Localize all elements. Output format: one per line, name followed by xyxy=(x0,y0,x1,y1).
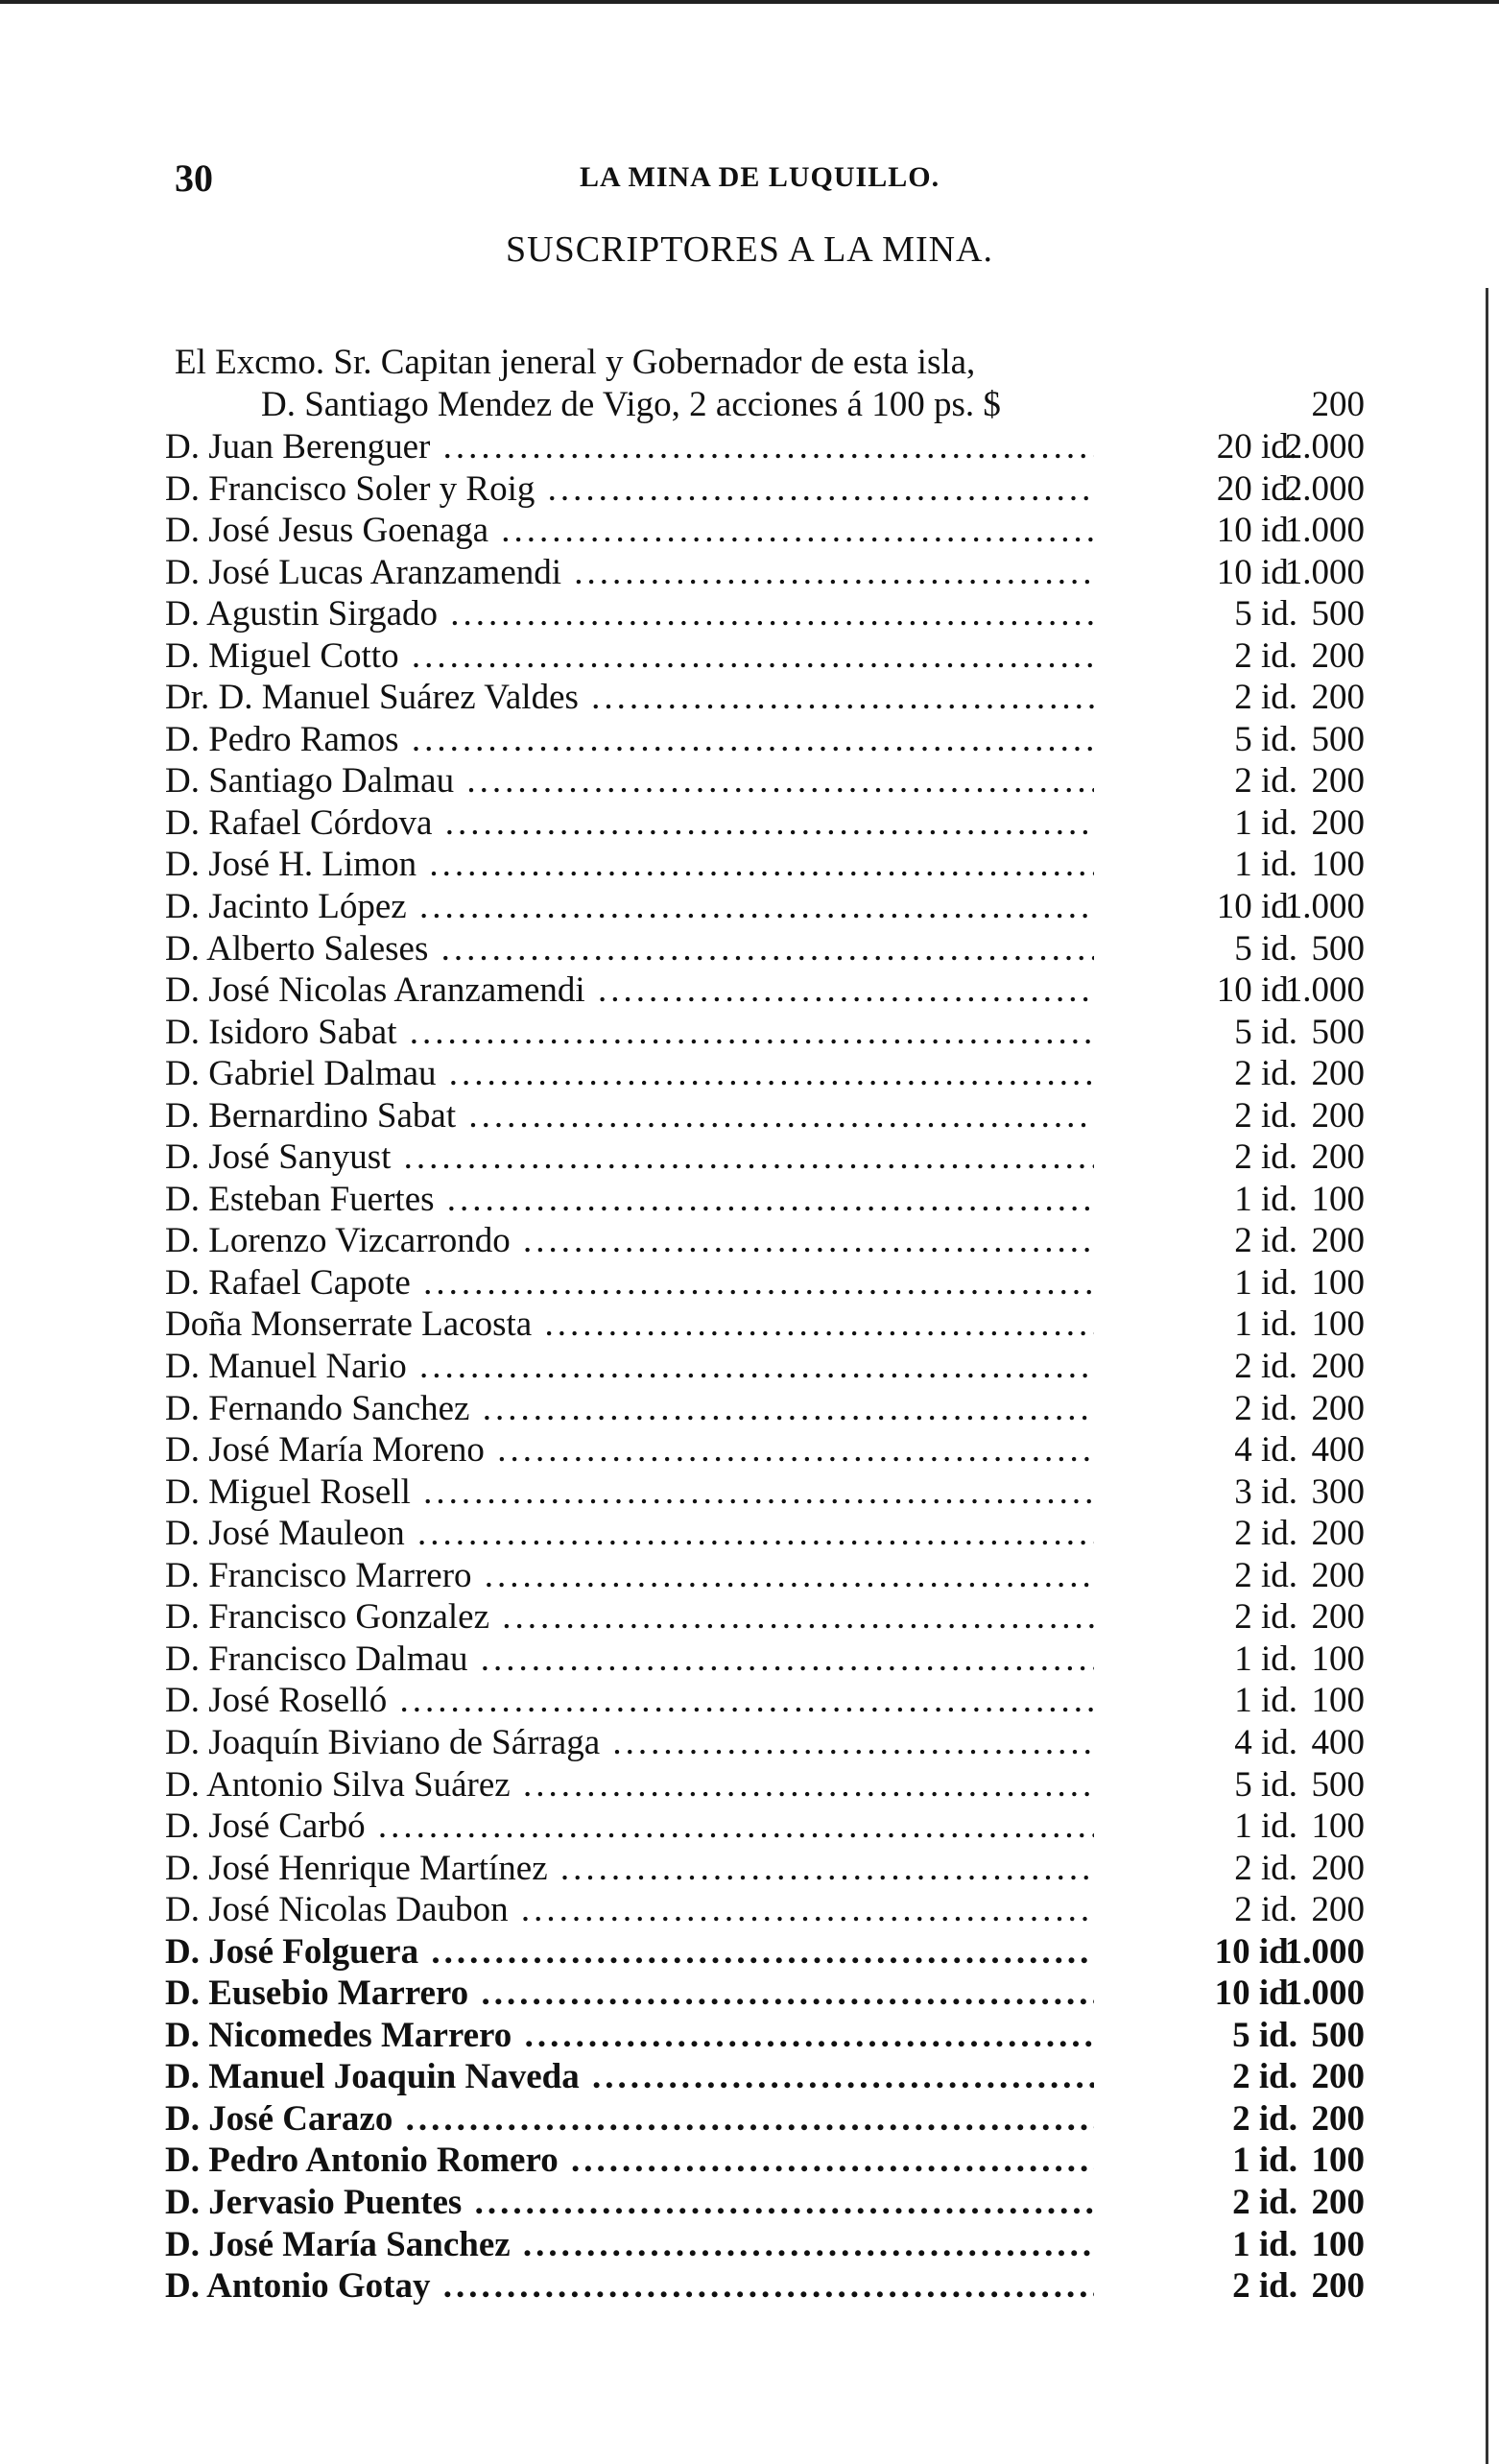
subscriber-shares: 2 id. xyxy=(1234,1555,1297,1595)
intro-line-2-text: D. Santiago Mendez de Vigo, 2 acciones á 100 ps. $ xyxy=(261,385,1001,424)
subscriber-amount: 100 xyxy=(1311,2141,1365,2181)
subscriber-amount: 100 xyxy=(1311,1806,1365,1847)
subscriber-shares: 2 id. xyxy=(1234,1137,1297,1178)
subscriber-amount: 100 xyxy=(1311,1639,1365,1679)
subscriber-row xyxy=(165,1429,1365,1471)
subscriber-row xyxy=(165,1179,1365,1221)
subscriber-amount: 200 xyxy=(1311,1347,1365,1387)
subscriber-row xyxy=(165,2224,1365,2266)
subscriber-row xyxy=(165,468,1365,511)
subscriber-name: D. José Lucas Aranzamendi ..... xyxy=(165,552,1094,594)
subscriber-amount: 1.000 xyxy=(1284,511,1365,551)
subscriber-name: D. Rafael Córdova ..... xyxy=(165,802,1094,845)
subscriber-shares: 1 id. xyxy=(1234,1262,1297,1303)
subscriber-row xyxy=(165,1262,1365,1304)
subscriber-name: D. Bernardino Sabat ..... xyxy=(165,1095,1094,1137)
subscriber-amount: 100 xyxy=(1311,845,1365,885)
subscriber-amount: 200 xyxy=(1311,1597,1365,1638)
subscriber-row xyxy=(165,1136,1365,1179)
subscriber-name: D. Miguel Cotto ..... xyxy=(165,635,1094,678)
subscriber-amount: 500 xyxy=(1311,594,1365,634)
subscriber-amount: 200 xyxy=(1311,1137,1365,1178)
subscriber-amount: 1.000 xyxy=(1284,552,1365,592)
subscriber-name: D. Isidoro Sabat ..... xyxy=(165,1012,1094,1054)
intro-line-1: El Excmo. Sr. Capitan jeneral y Gobernador de esta isla, xyxy=(175,343,976,382)
subscriber-row xyxy=(165,677,1365,719)
subscriber-amount: 2.000 xyxy=(1284,468,1365,509)
subscriber-name: D. José María Moreno ..... xyxy=(165,1429,1094,1471)
subscriber-row xyxy=(165,760,1365,802)
subscriber-name: D. Lorenzo Vizcarrondo ..... xyxy=(165,1220,1094,1262)
subscriber-shares: 1 id. xyxy=(1234,1639,1297,1679)
subscriber-shares: 2 id. xyxy=(1232,2098,1297,2139)
subscriber-name: D. Eusebio Marrero ..... xyxy=(165,1973,1094,2015)
subscriber-shares: 10 id. xyxy=(1214,1974,1297,2014)
subscriber-name: D. Joaquín Biviano de Sárraga ..... xyxy=(165,1722,1094,1764)
subscriber-shares: 10 id. xyxy=(1214,1931,1297,1972)
subscriber-amount: 2.000 xyxy=(1284,427,1365,466)
subscriber-shares: 5 id. xyxy=(1234,1012,1297,1052)
subscriber-name: D. Francisco Gonzalez ..... xyxy=(165,1596,1094,1639)
subscriber-shares: 5 id. xyxy=(1232,2015,1297,2055)
subscriber-amount: 200 xyxy=(1311,1388,1365,1428)
subscriber-shares: 3 id. xyxy=(1234,1471,1297,1512)
subscriber-shares: 10 id. xyxy=(1216,511,1297,551)
subscriber-row xyxy=(165,1012,1365,1054)
subscriber-amount: 200 xyxy=(1311,2266,1365,2307)
subscriber-name: D. Pedro Antonio Romero ..... xyxy=(165,2140,1094,2182)
subscriber-amount: 200 xyxy=(1311,1221,1365,1261)
subscriber-amount: 100 xyxy=(1311,2224,1365,2264)
subscriber-name: D. Jervasio Puentes ..... xyxy=(165,2182,1094,2224)
subscriber-row xyxy=(165,1722,1365,1764)
subscriber-row xyxy=(165,1053,1365,1095)
subscriber-row xyxy=(165,635,1365,678)
subscriber-row xyxy=(165,719,1365,761)
subscriber-shares: 2 id. xyxy=(1232,2057,1297,2097)
subscriber-amount: 400 xyxy=(1311,1430,1365,1471)
subscriber-amount: 100 xyxy=(1311,1179,1365,1219)
subscriber-name: D. José Folguera ..... xyxy=(165,1931,1094,1974)
subscriber-shares: 5 id. xyxy=(1234,928,1297,969)
subscriber-row xyxy=(165,1680,1365,1722)
subscriber-amount: 200 xyxy=(1311,802,1365,843)
subscriber-shares: 2 id. xyxy=(1234,1221,1297,1261)
section-title: SUSCRIPTORES A LA MINA. xyxy=(506,229,993,270)
subscriber-shares: 1 id. xyxy=(1234,1681,1297,1721)
subscriber-row xyxy=(165,1513,1365,1555)
subscriber-row xyxy=(165,1095,1365,1137)
subscriber-amount: 100 xyxy=(1311,1262,1365,1303)
subscriber-amount: 100 xyxy=(1311,1304,1365,1345)
subscriber-name: D. Fernando Sanchez ..... xyxy=(165,1388,1094,1430)
subscriber-shares: 2 id. xyxy=(1234,1347,1297,1387)
subscriber-shares: 1 id. xyxy=(1234,1806,1297,1847)
subscriber-name: D. Santiago Dalmau ..... xyxy=(165,760,1094,802)
subscriber-row xyxy=(165,1555,1365,1597)
subscriber-name: D. Juan Berenguer ..... xyxy=(165,426,1094,468)
subscriber-name: Doña Monserrate Lacosta ..... xyxy=(165,1304,1094,1346)
subscriber-shares: 4 id. xyxy=(1234,1722,1297,1762)
subscriber-name: D. Alberto Saleses ..... xyxy=(165,928,1094,970)
subscriber-row xyxy=(165,593,1365,635)
subscriber-name: Dr. D. Manuel Suárez Valdes ..... xyxy=(165,677,1094,719)
subscriber-name: D. Manuel Nario ..... xyxy=(165,1346,1094,1388)
subscriber-amount: 200 xyxy=(1311,1514,1365,1554)
subscriber-row xyxy=(165,969,1365,1012)
subscriber-row xyxy=(165,1764,1365,1806)
subscriber-row xyxy=(165,1639,1365,1681)
subscriber-amount: 200 xyxy=(1311,1848,1365,1888)
subscriber-amount: 200 xyxy=(1311,678,1365,718)
subscriber-row xyxy=(165,844,1365,886)
subscriber-shares: 20 id. xyxy=(1216,427,1297,466)
subscriber-name: D. José María Sanchez ..... xyxy=(165,2224,1094,2266)
subscriber-name: D. Francisco Soler y Roig ..... xyxy=(165,468,1094,511)
subscriber-row xyxy=(165,928,1365,970)
subscriber-name: D. Francisco Marrero ..... xyxy=(165,1555,1094,1597)
subscriber-shares: 2 id. xyxy=(1234,1848,1297,1888)
top-border-rule xyxy=(0,0,1499,4)
subscriber-shares: 20 id. xyxy=(1216,468,1297,509)
subscriber-name: D. Rafael Capote ..... xyxy=(165,1262,1094,1304)
subscriber-name: D. Manuel Joaquin Naveda ..... xyxy=(165,2056,1094,2098)
subscriber-shares: 5 id. xyxy=(1234,1764,1297,1805)
subscriber-amount: 500 xyxy=(1311,2015,1365,2055)
subscriber-row xyxy=(165,1304,1365,1346)
subscriber-name: D. José Mauleon ..... xyxy=(165,1513,1094,1555)
subscriber-name: D. Nicomedes Marrero ..... xyxy=(165,2015,1094,2057)
subscriber-amount: 300 xyxy=(1311,1471,1365,1512)
subscriber-name: D. José Nicolas Aranzamendi ..... xyxy=(165,969,1094,1012)
subscriber-row xyxy=(165,426,1365,468)
subscriber-shares: 1 id. xyxy=(1232,2141,1297,2181)
subscriber-shares: 1 id. xyxy=(1232,2224,1297,2264)
subscriber-row xyxy=(165,510,1365,552)
subscriber-row xyxy=(165,1848,1365,1890)
subscriber-amount: 200 xyxy=(1311,2182,1365,2222)
subscriber-amount: 100 xyxy=(1311,1681,1365,1721)
subscriber-amount: 200 xyxy=(1311,761,1365,801)
subscriber-amount: 200 xyxy=(1311,635,1365,676)
subscriber-amount: 200 xyxy=(1311,1095,1365,1136)
subscriber-shares: 1 id. xyxy=(1234,802,1297,843)
subscriber-shares: 10 id. xyxy=(1216,552,1297,592)
subscriber-row xyxy=(165,1471,1365,1514)
subscriber-shares: 2 id. xyxy=(1234,678,1297,718)
running-header xyxy=(0,155,1499,203)
subscriber-name: D. José Carbó ..... xyxy=(165,1806,1094,1848)
page-number: 30 xyxy=(175,156,213,200)
subscriber-row xyxy=(165,2140,1365,2182)
subscriber-name: D. Antonio Silva Suárez ..... xyxy=(165,1764,1094,1806)
subscriber-shares: 2 id. xyxy=(1234,1095,1297,1136)
subscriber-row xyxy=(165,1388,1365,1430)
subscriber-row xyxy=(165,1346,1365,1388)
subscriber-shares: 10 id. xyxy=(1216,970,1297,1011)
subscriber-row xyxy=(165,2098,1365,2141)
subscriber-amount: 500 xyxy=(1311,719,1365,759)
subscriber-amount: 1.000 xyxy=(1284,887,1365,927)
subscriber-amount: 500 xyxy=(1311,1764,1365,1805)
subscriber-row xyxy=(165,886,1365,928)
subscriber-amount: 1.000 xyxy=(1284,1931,1365,1972)
subscriber-row xyxy=(165,1220,1365,1262)
subscriber-name: D. Pedro Ramos ..... xyxy=(165,719,1094,761)
subscriber-shares: 2 id. xyxy=(1234,1890,1297,1930)
right-margin-rule xyxy=(1486,288,1488,2464)
subscriber-shares: 2 id. xyxy=(1234,761,1297,801)
subscriber-row xyxy=(165,1973,1365,2015)
subscriber-name: D. Miguel Rosell ..... xyxy=(165,1471,1094,1514)
subscriber-row xyxy=(165,1806,1365,1848)
subscriber-row xyxy=(165,2056,1365,2098)
running-title: LA MINA DE LUQUILLO. xyxy=(580,161,940,193)
subscriber-shares: 2 id. xyxy=(1232,2266,1297,2307)
subscriber-amount: 200 xyxy=(1311,1555,1365,1595)
intro-entry xyxy=(175,342,1365,426)
subscriber-shares: 2 id. xyxy=(1234,1388,1297,1428)
subscriber-amount: 400 xyxy=(1311,1722,1365,1762)
subscriber-row xyxy=(165,1596,1365,1639)
subscriber-shares: 2 id. xyxy=(1232,2182,1297,2222)
subscriber-shares: 4 id. xyxy=(1234,1430,1297,1471)
subscriber-name: D. Francisco Dalmau ..... xyxy=(165,1639,1094,1681)
subscriber-row xyxy=(165,802,1365,845)
subscriber-row xyxy=(165,2265,1365,2308)
subscriber-shares: 1 id. xyxy=(1234,845,1297,885)
subscriber-row xyxy=(165,2182,1365,2224)
subscriber-row xyxy=(165,2015,1365,2057)
subscriber-amount: 500 xyxy=(1311,928,1365,969)
subscriber-name: D. José Nicolas Daubon ..... xyxy=(165,1889,1094,1931)
subscriber-shares: 2 id. xyxy=(1234,635,1297,676)
subscriber-name: D. José Carazo ..... xyxy=(165,2098,1094,2141)
subscriber-name: D. José Roselló ..... xyxy=(165,1680,1094,1722)
subscriber-name: D. Antonio Gotay ..... xyxy=(165,2265,1094,2308)
subscriber-amount: 1.000 xyxy=(1284,1974,1365,2014)
subscriber-row xyxy=(165,1931,1365,1974)
subscriber-name: D. Esteban Fuertes ..... xyxy=(165,1179,1094,1221)
subscriber-shares: 2 id. xyxy=(1234,1054,1297,1094)
subscriber-shares: 2 id. xyxy=(1234,1514,1297,1554)
subscriber-name: D. Jacinto López ..... xyxy=(165,886,1094,928)
subscriber-amount: 200 xyxy=(1311,2057,1365,2097)
subscriber-name: D. José Jesus Goenaga ..... xyxy=(165,510,1094,552)
subscriber-name: D. José Henrique Martínez ..... xyxy=(165,1848,1094,1890)
intro-line-2 xyxy=(175,384,1365,426)
subscriber-shares: 1 id. xyxy=(1234,1179,1297,1219)
intro-amount: 200 xyxy=(1311,385,1365,424)
subscriber-shares: 2 id. xyxy=(1234,1597,1297,1638)
subscriber-shares: 5 id. xyxy=(1234,719,1297,759)
subscriber-row xyxy=(165,1889,1365,1931)
subscriber-name: D. José H. Limon ..... xyxy=(165,844,1094,886)
subscriber-name: D. Gabriel Dalmau ..... xyxy=(165,1053,1094,1095)
subscriber-amount: 1.000 xyxy=(1284,970,1365,1011)
subscriber-amount: 200 xyxy=(1311,2098,1365,2139)
subscriber-name: D. Agustin Sirgado ..... xyxy=(165,593,1094,635)
subscriber-amount: 500 xyxy=(1311,1012,1365,1052)
subscriber-list xyxy=(165,426,1365,2308)
subscriber-shares: 1 id. xyxy=(1234,1304,1297,1345)
subscriber-shares: 5 id. xyxy=(1234,594,1297,634)
subscriber-amount: 200 xyxy=(1311,1054,1365,1094)
subscriber-row xyxy=(165,552,1365,594)
subscriber-shares: 10 id. xyxy=(1216,887,1297,927)
subscriber-amount: 200 xyxy=(1311,1890,1365,1930)
subscriber-name: D. José Sanyust ..... xyxy=(165,1136,1094,1179)
